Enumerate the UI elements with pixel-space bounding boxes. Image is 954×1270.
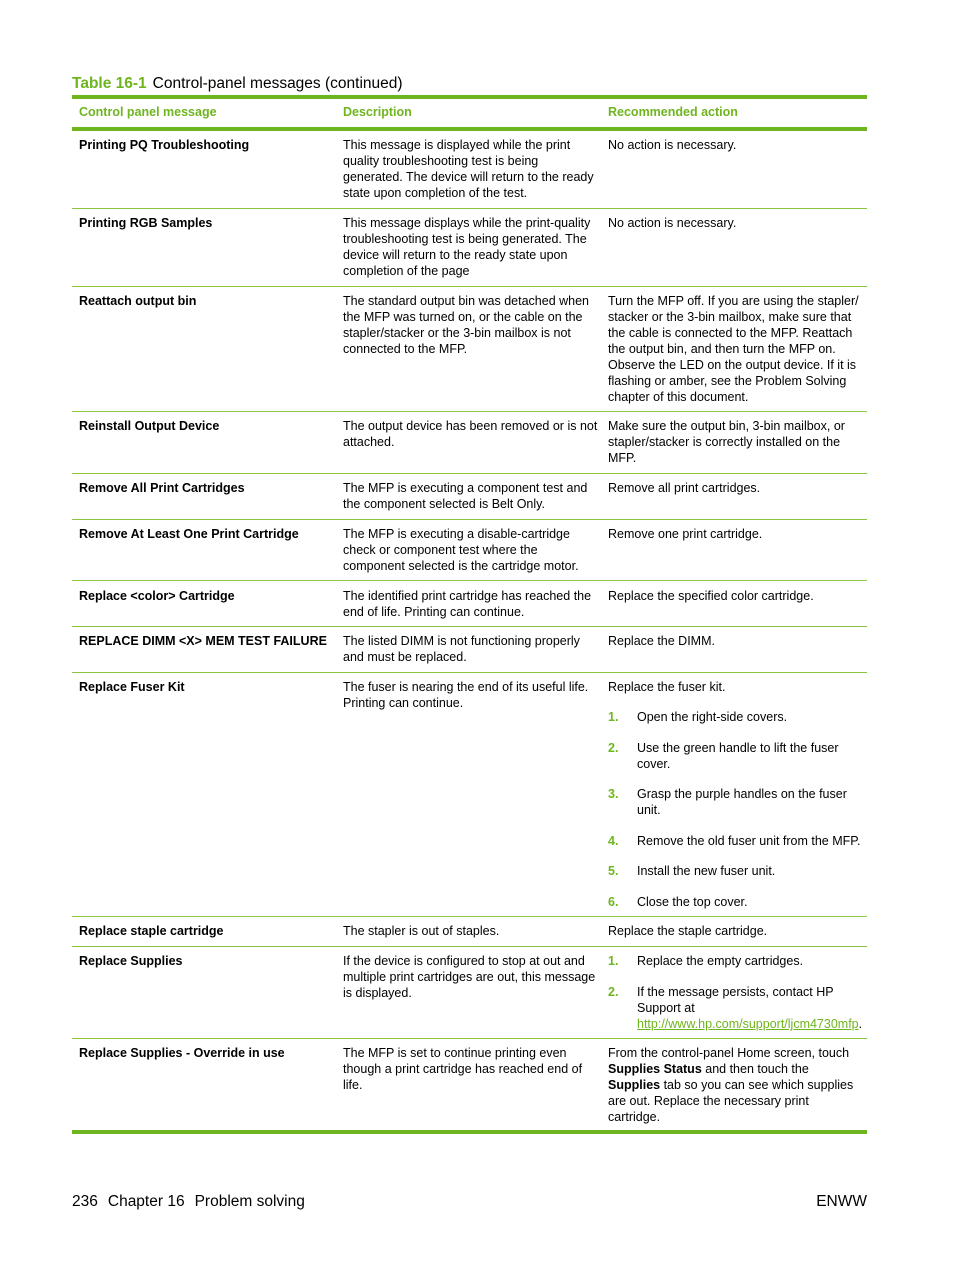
step-number: 1. — [608, 954, 619, 968]
table-title: Control-panel messages (continued) — [152, 75, 403, 92]
list-item — [608, 863, 864, 879]
step-text: Replace the empty cartridges. — [637, 954, 804, 968]
step-text: Remove the old fuser unit from the MFP. — [637, 834, 861, 848]
step-text-after: . — [858, 1017, 863, 1031]
row-message: Remove At Least One Print Cartridge — [79, 527, 299, 541]
row-divider — [72, 626, 867, 627]
page-number: 236 — [72, 1193, 98, 1210]
row-message: Replace Fuser Kit — [79, 680, 185, 694]
row-action — [608, 1045, 864, 1125]
row-description: The MFP is executing a component test and the component selected is Belt Only. — [343, 481, 588, 511]
row-divider — [72, 946, 867, 947]
row-message: Printing RGB Samples — [79, 216, 213, 230]
step-text: Grasp the purple handles on the fuser unit. — [637, 787, 847, 817]
step-text: Install the new fuser unit. — [637, 864, 776, 878]
step-text: Use the green handle to lift the fuser cover. — [637, 741, 839, 771]
list-item — [608, 984, 864, 1032]
step-number: 5. — [608, 864, 619, 878]
row-divider — [72, 672, 867, 673]
column-header-action: Recommended action — [608, 105, 738, 119]
column-header-message: Control panel message — [79, 105, 217, 119]
row-action: Remove all print cartridges. — [608, 481, 761, 495]
table-caption — [72, 75, 403, 93]
row-message: Reinstall Output Device — [79, 419, 220, 433]
row-description: The MFP is executing a disable-cartridge check or component test where the component selected is the cartridge motor. — [343, 527, 579, 573]
table-bottom-rule — [72, 1130, 867, 1134]
row-divider — [72, 1038, 867, 1039]
row-description: The listed DIMM is not functioning properly and must be replaced. — [343, 634, 580, 664]
step-text: Open the right-side covers. — [637, 710, 788, 724]
column-header-description: Description — [343, 105, 412, 119]
row-divider — [72, 208, 867, 209]
step-number: 1. — [608, 710, 619, 724]
step-number: 6. — [608, 895, 619, 909]
row-action: Replace the specified color cartridge. — [608, 589, 814, 603]
row-message: Replace Supplies - Override in use — [79, 1046, 285, 1060]
action-bold-text: Supplies Status — [608, 1062, 702, 1076]
row-action: Make sure the output bin, 3-bin mailbox, or stapler/stacker is correctly installed on the MFP. — [608, 419, 845, 465]
row-divider — [72, 286, 867, 287]
row-divider — [72, 411, 867, 412]
row-message: Replace Supplies — [79, 954, 183, 968]
footer-locale: ENWW — [816, 1193, 867, 1210]
row-action: Remove one print cartridge. — [608, 527, 763, 541]
table-number: Table 16-1 — [72, 75, 147, 92]
step-number: 4. — [608, 834, 619, 848]
row-message: REPLACE DIMM <X> MEM TEST FAILURE — [79, 634, 327, 648]
step-text — [637, 984, 864, 1032]
row-description: This message is displayed while the print quality troubleshooting test is being generated. The device will return to the ready state upon completion of the test. — [343, 138, 594, 200]
chapter-label: Chapter 16 — [107, 1193, 185, 1210]
list-item — [608, 709, 864, 725]
row-divider — [72, 473, 867, 474]
row-message: Reattach output bin — [79, 294, 197, 308]
step-text-before: If the message persists, contact HP Support at — [637, 985, 834, 1015]
table-top-rule — [72, 95, 867, 99]
step-number: 2. — [608, 741, 619, 755]
row-message: Replace staple cartridge — [79, 924, 224, 938]
action-text: tab so you can see which supplies are out. Replace the necessary print cartridge. — [608, 1078, 854, 1124]
list-item — [608, 953, 864, 969]
hp-support-link[interactable]: http://www.hp.com/support/ljcm4730mfp — [637, 1017, 859, 1031]
step-number: 3. — [608, 787, 619, 801]
header-bottom-rule — [72, 127, 867, 131]
action-bold-text: Supplies — [608, 1078, 661, 1092]
action-text: From the control-panel Home screen, touch — [608, 1046, 850, 1060]
row-description: If the device is configured to stop at out and multiple print cartridges are out, this message is displayed. — [343, 954, 596, 1000]
row-action: Turn the MFP off. If you are using the stapler/ stacker or the 3-bin mailbox, make sure that the cable is connected to the MFP. Reattach the output bin, and then turn the MFP on. Observe the LED on the output device. If it is flashing or amber, see the Problem Solving chapter of this document. — [608, 294, 859, 404]
list-item — [608, 740, 864, 772]
row-action: Replace the fuser kit. — [608, 680, 726, 694]
list-item — [608, 833, 864, 849]
row-description: The identified print cartridge has reached the end of life. Printing can continue. — [343, 589, 592, 619]
row-description: The fuser is nearing the end of its useful life. Printing can continue. — [343, 680, 589, 710]
row-divider — [72, 916, 867, 917]
row-action: Replace the DIMM. — [608, 634, 715, 648]
page-footer — [72, 1193, 315, 1211]
row-divider — [72, 519, 867, 520]
action-text: and then touch the — [701, 1062, 809, 1076]
row-action: No action is necessary. — [608, 216, 737, 230]
row-description: The output device has been removed or is not attached. — [343, 419, 598, 449]
list-item — [608, 786, 864, 818]
row-description: This message displays while the print-quality troubleshooting test is being generated. The device will return to the ready state upon completion of the page — [343, 216, 591, 278]
step-number: 2. — [608, 985, 619, 999]
row-description: The MFP is set to continue printing even though a print cartridge has reached end of life. — [343, 1046, 583, 1092]
list-item — [608, 894, 864, 910]
step-text: Close the top cover. — [637, 895, 748, 909]
row-action: Replace the staple cartridge. — [608, 924, 768, 938]
row-description: The stapler is out of staples. — [343, 924, 500, 938]
row-divider — [72, 580, 867, 581]
row-message: Replace <color> Cartridge — [79, 589, 235, 603]
chapter-title: Problem solving — [194, 1193, 305, 1210]
row-action: No action is necessary. — [608, 138, 737, 152]
row-description: The standard output bin was detached when the MFP was turned on, or the cable on the stapler/stacker or the 3-bin mailbox is not connected to the MFP. — [343, 294, 590, 356]
row-message: Printing PQ Troubleshooting — [79, 138, 250, 152]
row-message: Remove All Print Cartridges — [79, 481, 245, 495]
